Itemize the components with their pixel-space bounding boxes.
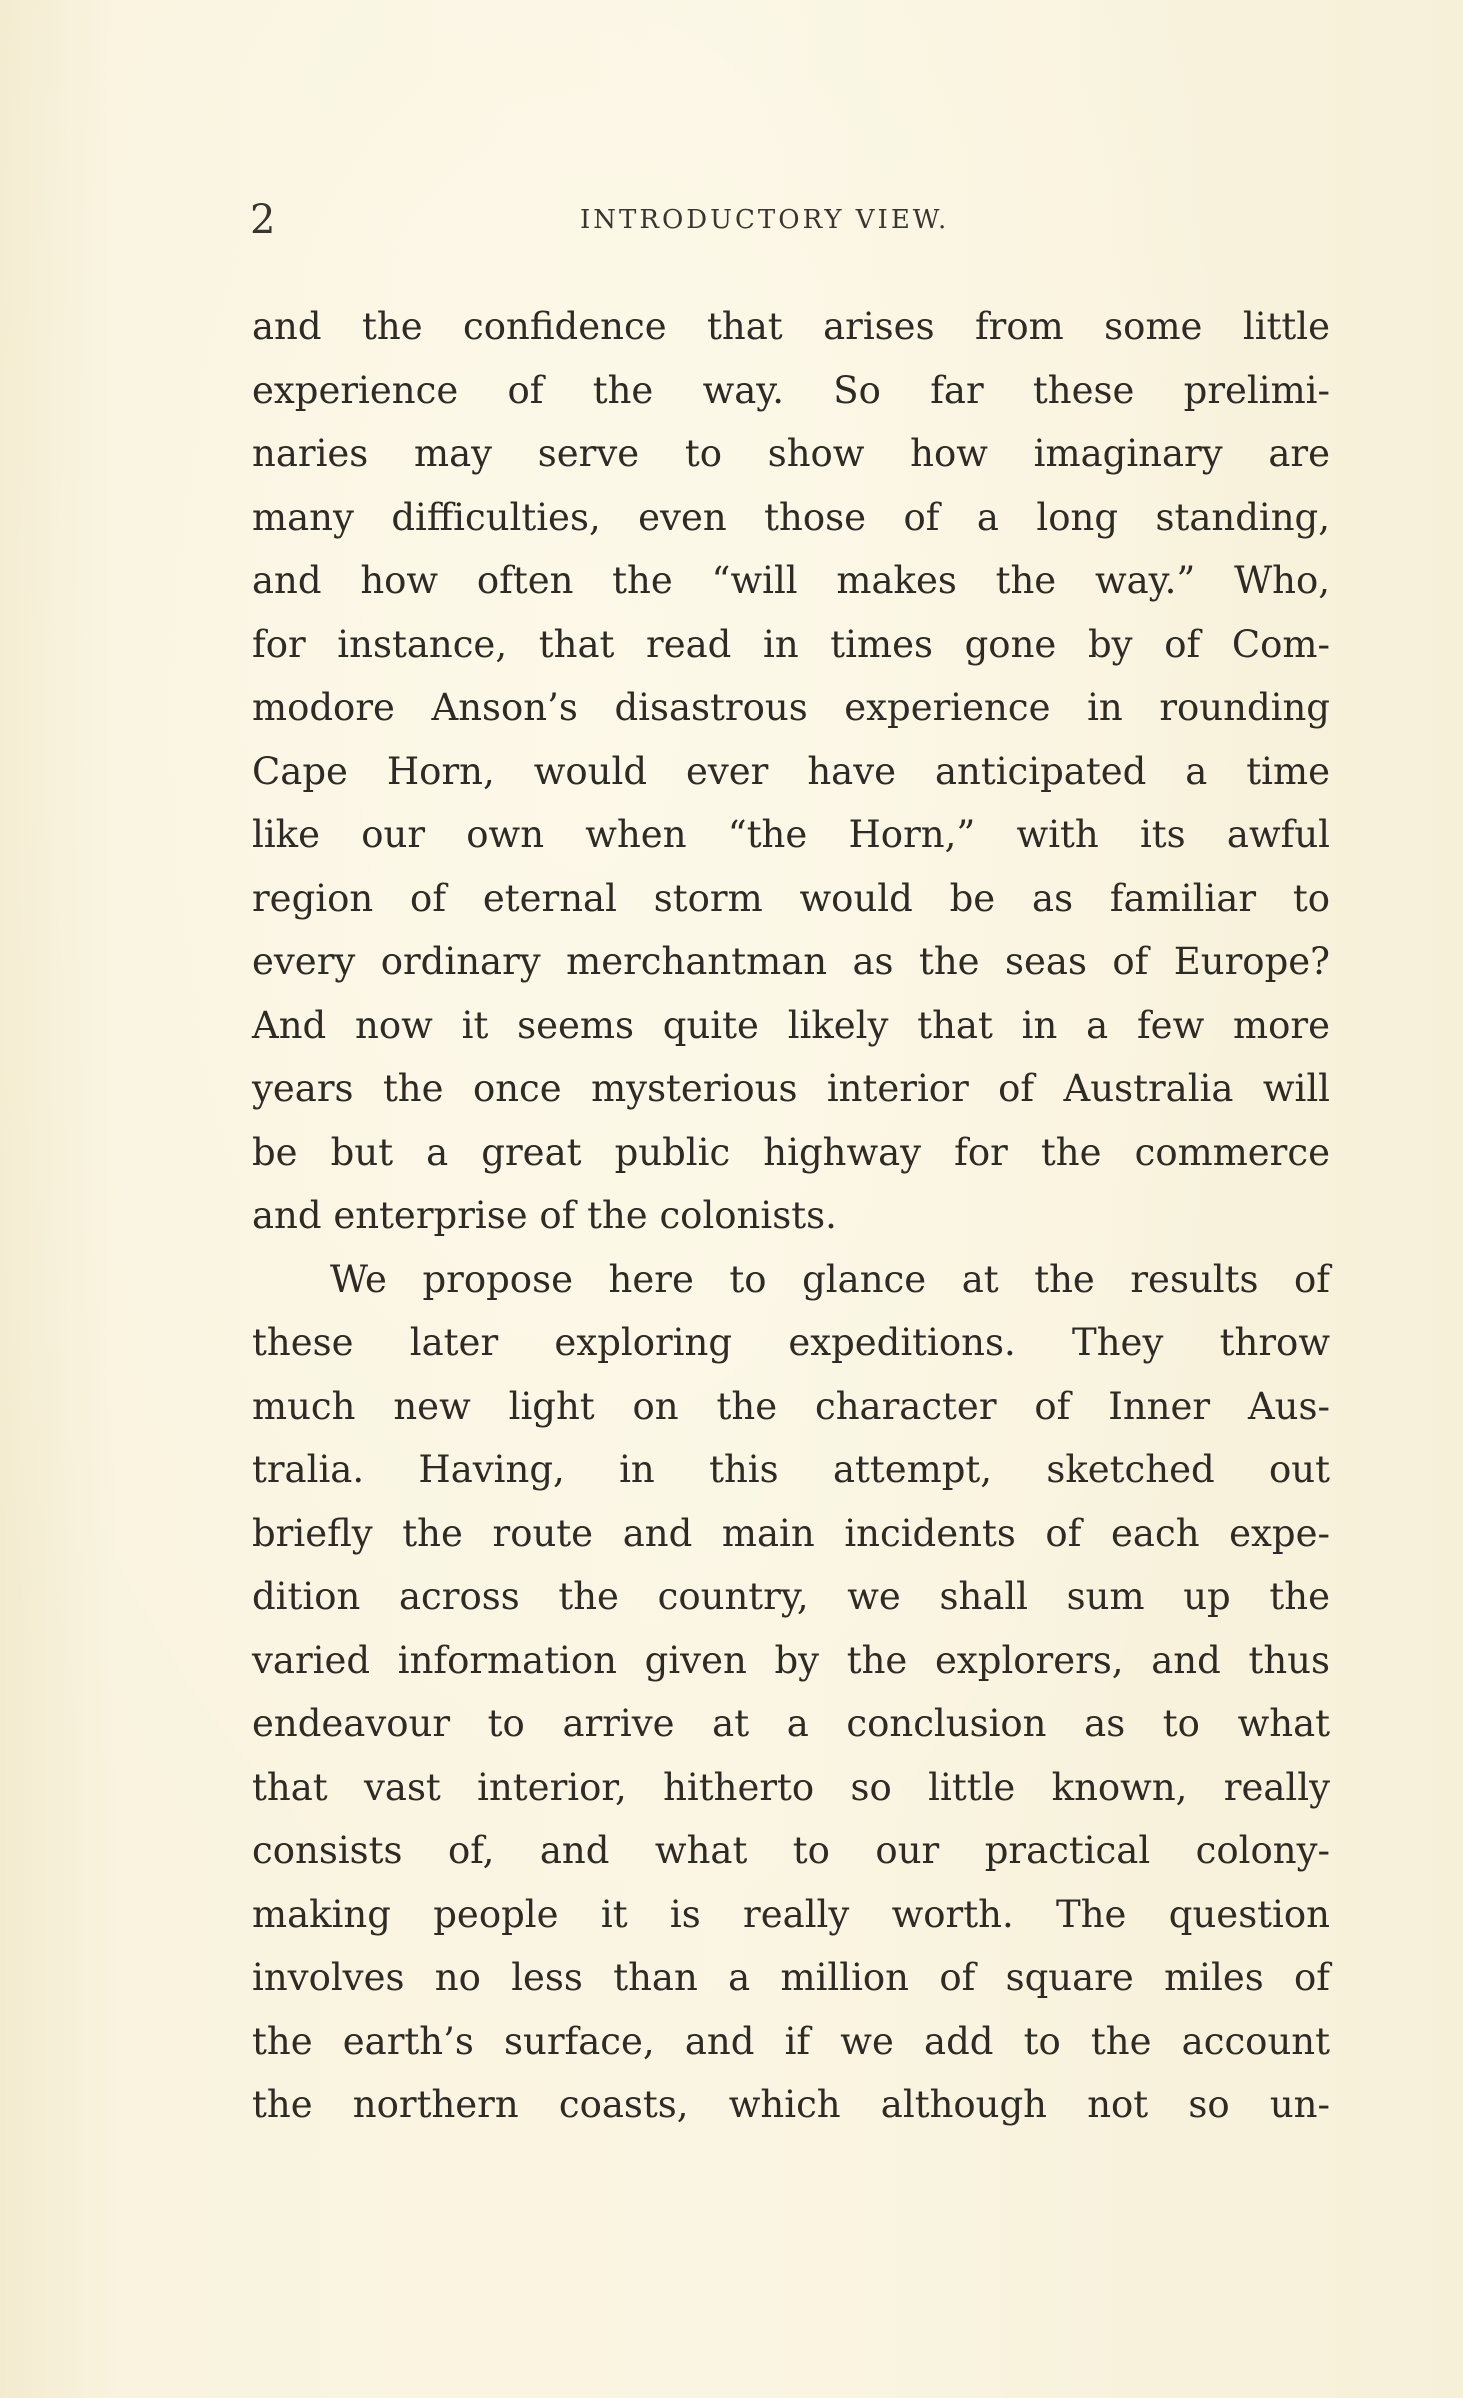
text-line: endeavour to arrive at a conclusion as to what [252, 1702, 1330, 1745]
text-line: experience of the way. So far these prelimi- [252, 368, 1330, 412]
text-line: that vast interior, hitherto so little known, really [252, 1765, 1330, 1809]
text-line: years the once mysterious interior of Australia will [252, 1067, 1330, 1110]
text-line: much new light on the character of Inner Aus- [252, 1384, 1330, 1428]
paragraph-end-line: and enterprise of the colonists. [252, 1194, 837, 1237]
text-line: dition across the country, we shall sum up the [252, 1575, 1330, 1618]
text-line: consists of, and what to our practical colony- [252, 1829, 1330, 1872]
paragraph-start-line: We propose here to glance at the results of [330, 1257, 1330, 1301]
text-line: many difficulties, even those of a long standing, [252, 495, 1330, 539]
text-line: varied information given by the explorers, and thus [252, 1638, 1330, 1682]
text-line: briefly the route and main incidents of each expe- [252, 1511, 1330, 1555]
text-line: making people it is really worth. The question [252, 1892, 1330, 1936]
text-line: involves no less than a million of square miles of [252, 1956, 1330, 1999]
text-line: modore Anson’s disastrous experience in rounding [252, 686, 1330, 729]
text-line: naries may serve to show how imaginary are [252, 432, 1330, 475]
text-line: be but a great public highway for the commerce [252, 1130, 1330, 1174]
running-title: INTRODUCTORY VIEW. [580, 205, 950, 235]
text-line: for instance, that read in times gone by of Com- [252, 622, 1330, 666]
text-line: and how often the “will makes the way.” Who, [252, 559, 1330, 602]
text-line: every ordinary merchantman as the seas of Europe? [252, 940, 1330, 983]
text-line: and the confidence that arises from some little [252, 305, 1330, 348]
text-line: like our own when “the Horn,” with its awful [252, 813, 1330, 856]
text-line: region of eternal storm would be as familiar to [252, 876, 1330, 920]
text-line: the northern coasts, which although not so un- [252, 2083, 1330, 2126]
page-header [250, 190, 1330, 250]
text-line: And now it seems quite likely that in a few more [252, 1003, 1330, 1047]
text-line: the earth’s surface, and if we add to the account [252, 2019, 1330, 2063]
body-text [252, 295, 1330, 2137]
page-number: 2 [250, 197, 276, 243]
text-line: these later exploring expeditions. They throw [252, 1321, 1330, 1364]
text-line: Cape Horn, would ever have anticipated a time [252, 749, 1330, 793]
text-line: tralia. Having, in this attempt, sketched out [252, 1448, 1330, 1491]
